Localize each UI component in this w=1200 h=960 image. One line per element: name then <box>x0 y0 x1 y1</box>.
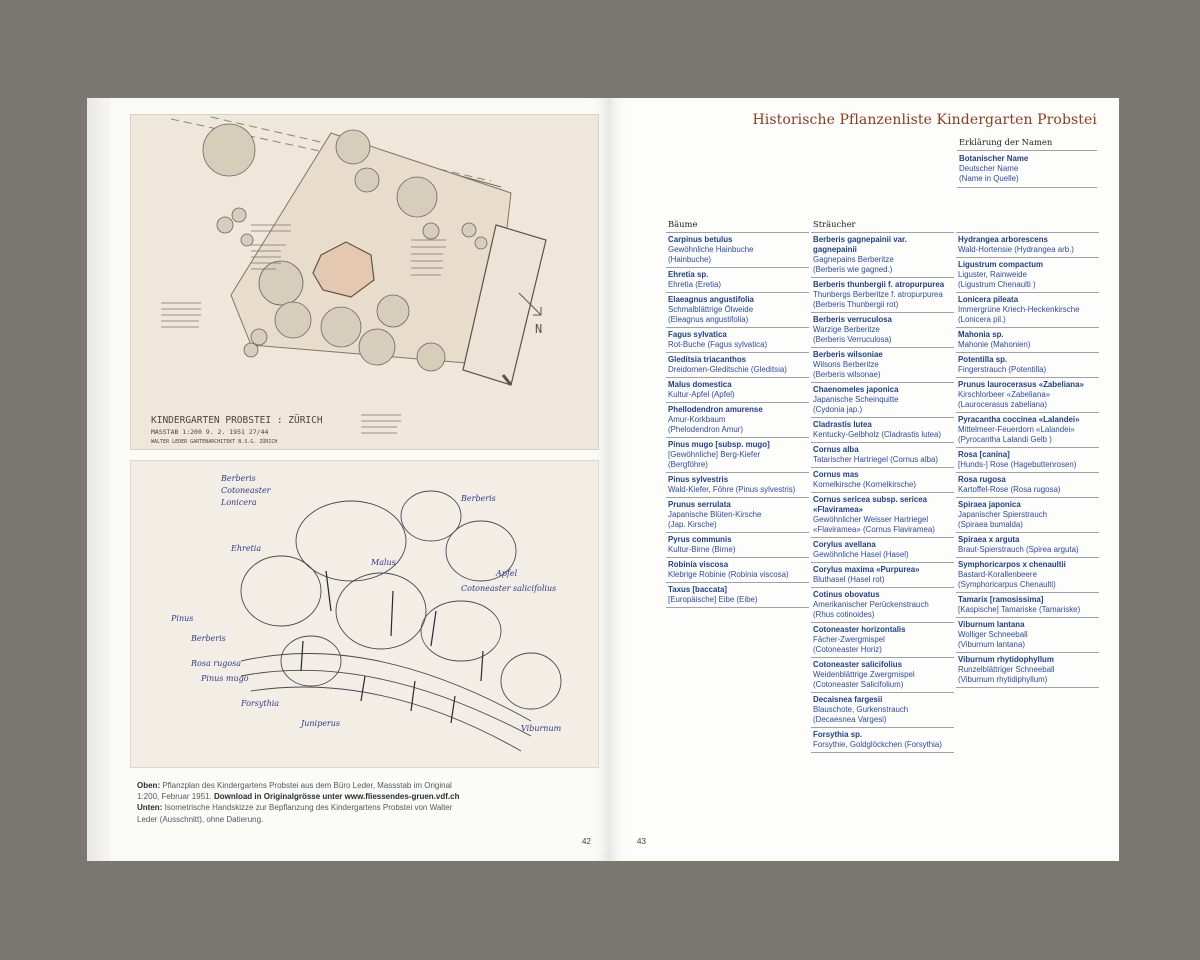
botanical-name: Cladrastis lutea <box>813 420 872 429</box>
svg-text:Ehretia: Ehretia <box>231 544 262 553</box>
hand-sketch-image <box>130 460 599 768</box>
svg-text:Berberis: Berberis <box>221 474 256 483</box>
legend-cell <box>957 151 1097 188</box>
german-name: Braut-Spierstrauch (Spirea arguta) <box>958 545 1079 554</box>
botanical-name: Pyrus communis <box>668 535 732 544</box>
botanical-name: Carpinus betulus <box>668 235 733 244</box>
botanical-name: Viburnum lantana <box>958 620 1025 629</box>
botanical-name: Chaenomeles japonica <box>813 385 899 394</box>
plant-entry <box>666 353 809 378</box>
german-name: Gewöhnliche Hasel (Hasel) <box>813 550 909 559</box>
plant-entry <box>956 498 1099 533</box>
botanical-name: Symphoricarpos x chenaultii <box>958 560 1066 569</box>
botanical-name: Berberis gagnepainii var. gagnepainii <box>813 235 907 254</box>
botanical-name: Potentilla sp. <box>958 355 1008 364</box>
plant-entry <box>811 443 954 468</box>
german-name: Immergrüne Kriech-Heckenkirsche <box>958 305 1080 314</box>
page-title: Historische Pflanzenliste Kindergarten Probstei <box>752 112 1097 128</box>
german-name: [Europäische] Eibe (Eibe) <box>668 595 758 604</box>
german-name: Schmalblättrige Ölweide <box>668 305 754 314</box>
source-name: (Cotoneaster Horiz) <box>813 645 882 654</box>
german-name: Kornelkirsche (Kornelkirsche) <box>813 480 917 489</box>
botanical-name: Lonicera pileata <box>958 295 1019 304</box>
german-name: Forsythie, Goldglöckchen (Forsythia) <box>813 740 942 749</box>
left-page <box>87 98 610 861</box>
source-name: (Berberis wie gagned.) <box>813 265 893 274</box>
german-name: Kirschlorbeer «Zabeliana» <box>958 390 1051 399</box>
german-name: Wald-Kiefer, Föhre (Pinus sylvestris) <box>668 485 796 494</box>
plant-entry <box>956 533 1099 558</box>
botanical-name: Viburnum rhytidophyllum <box>958 655 1054 664</box>
source-name: (Symphoricarpus Chenaulti) <box>958 580 1056 589</box>
caption-bottom-label: Unten: <box>137 803 163 813</box>
plan-architect-text: WALTER LEDER GARTENARCHITEKT B.S.G. ZÜRICH <box>151 439 278 445</box>
botanical-name: Berberis wilsoniae <box>813 350 883 359</box>
svg-text:Cotoneaster: Cotoneaster <box>221 486 271 495</box>
german-name: Kultur-Apfel (Apfel) <box>668 390 735 399</box>
german-name: Amur-Korkbaum <box>668 415 726 424</box>
source-name: (Pyrocantha Lalandi Gelb ) <box>958 435 1052 444</box>
svg-text:N: N <box>535 322 543 336</box>
svg-text:Rosa rugosa: Rosa rugosa <box>191 659 242 668</box>
plant-entry <box>811 728 954 753</box>
plant-entry <box>956 328 1099 353</box>
german-name: Dreidornen-Gleditschie (Gleditsia) <box>668 365 787 374</box>
botanical-name: Forsythia sp. <box>813 730 863 739</box>
botanical-name: Spiraea x arguta <box>958 535 1020 544</box>
botanical-name: Cotinus obovatus <box>813 590 880 599</box>
german-name: [Gewöhnliche] Berg-Kiefer <box>668 450 761 459</box>
botanical-name: Gleditsia triacanthos <box>668 355 747 364</box>
column-shrubs <box>811 219 954 753</box>
column-shrubs-continued <box>956 219 1099 688</box>
source-name: (Hainbuche) <box>668 255 711 264</box>
botanical-name: Phellodendron amurense <box>668 405 763 414</box>
plant-entry <box>811 493 954 538</box>
botanical-name: Cornus sericea subsp. sericea «Flaviramea» <box>813 495 928 514</box>
svg-text:Pinus: Pinus <box>171 614 194 623</box>
plant-entry <box>956 293 1099 328</box>
plant-entry <box>666 533 809 558</box>
plant-entry <box>956 653 1099 688</box>
plan-title-text: KINDERGARTEN PROBSTEI : ZÜRICH <box>151 415 323 426</box>
svg-text:Cotoneaster salicifolius: Cotoneaster salicifolius <box>461 584 557 593</box>
botanical-name: Tamarix [ramosissima] <box>958 595 1044 604</box>
plant-entry <box>956 353 1099 378</box>
botanical-name: Cotoneaster horizontalis <box>813 625 906 634</box>
plant-entry <box>956 593 1099 618</box>
german-name: Blauschote, Gurkenstrauch <box>813 705 909 714</box>
plant-entry <box>811 468 954 493</box>
botanical-name: Cotoneaster salicifolius <box>813 660 903 669</box>
german-name: Japanische Blüten-Kirsche <box>668 510 762 519</box>
caption-top-label: Oben: <box>137 781 161 790</box>
botanical-name: Malus domestica <box>668 380 732 389</box>
plant-entry <box>666 498 809 533</box>
svg-text:Apfel: Apfel <box>496 569 518 578</box>
german-name: Gewöhnlicher Weisser Hartriegel «Flaviramea» (Cornus Flaviramea) <box>813 515 935 534</box>
plan-scale-text: MASSTAB 1:200 9. 2. 1951 27/44 <box>151 428 269 436</box>
plant-entry <box>666 328 809 353</box>
page-number-right: 43 <box>637 837 646 846</box>
german-name: [Hunds-] Rose (Hagebuttenrosen) <box>958 460 1077 469</box>
botanical-name: Robinia viscosa <box>668 560 729 569</box>
german-name: Warzige Berberitze <box>813 325 880 334</box>
botanical-name: Pinus mugo [subsp. mugo] <box>668 440 770 449</box>
plant-entry <box>666 403 809 438</box>
plant-entry <box>811 383 954 418</box>
source-name: (Ligustrum Chenaulti ) <box>958 280 1036 289</box>
source-name: (Viburnum lantana) <box>958 640 1025 649</box>
source-name: (Eleagnus angustifolia) <box>668 315 749 324</box>
caption-download-text: Download in Originalgrösse unter www.fliessendes-gruen.vdf.ch <box>213 792 460 802</box>
source-name: (Cotoneaster Salicifolium) <box>813 680 904 689</box>
plant-entry <box>956 558 1099 593</box>
source-name: (Jap. Kirsche) <box>668 520 717 529</box>
plant-entry <box>666 378 809 403</box>
source-name: (Viburnum rhytidiphyllum) <box>958 675 1048 684</box>
german-name: Kentucky-Gelbholz (Cladrastis lutea) <box>813 430 942 439</box>
german-name: Kultur-Birne (Birne) <box>668 545 736 554</box>
german-name: Rot-Buche (Fagus sylvatica) <box>668 340 768 349</box>
german-name: Wald-Hortensie (Hydrangea arb.) <box>958 245 1074 254</box>
german-name: Tatarischer Hartriegel (Cornus alba) <box>813 455 938 464</box>
german-name: Gagnepains Berberitze <box>813 255 894 264</box>
botanical-name: Pyracantha coccinea «Lalandei» <box>958 415 1080 424</box>
source-name: (Phelodendron Amur) <box>668 425 744 434</box>
plant-entry <box>956 618 1099 653</box>
plant-entry <box>956 473 1099 498</box>
plant-entry <box>956 378 1099 413</box>
plant-entry <box>666 438 809 473</box>
right-page <box>610 98 1119 861</box>
botanical-name: Pinus sylvestris <box>668 475 729 484</box>
plant-entry <box>666 233 809 268</box>
german-name: Thunbergs Berberitze f. atropurpurea <box>813 290 943 299</box>
svg-text:Pinus mugo: Pinus mugo <box>201 674 249 683</box>
plant-entry <box>811 588 954 623</box>
source-name: (Cydonia jap.) <box>813 405 863 414</box>
source-name: (Lonicera pil.) <box>958 315 1006 324</box>
plant-entry <box>666 293 809 328</box>
plant-entry <box>811 278 954 313</box>
column-heading: Sträucher <box>811 219 954 233</box>
botanical-name: Mahonia sp. <box>958 330 1004 339</box>
svg-text:Viburnum: Viburnum <box>521 724 562 733</box>
german-name: Amerikanischer Perückenstrauch <box>813 600 929 609</box>
plant-entry <box>811 233 954 278</box>
source-name: (Berberis Thunbergii rot) <box>813 300 899 309</box>
book-spread <box>87 98 1119 861</box>
plant-entry <box>956 413 1099 448</box>
german-name: Wolliger Schneeball <box>958 630 1028 639</box>
german-name: Klebrige Robinie (Robinia viscosa) <box>668 570 789 579</box>
source-name: (Decaesnea Vargesi) <box>813 715 887 724</box>
plant-entry <box>811 418 954 443</box>
caption-top-text: Pflanzplan des Kindergartens Probstei aus dem Büro Leder, Massstab im Original 1:200, Februar 1951. <box>137 781 452 802</box>
german-name: Wilsons Berberitze <box>813 360 879 369</box>
german-name: Fingerstrauch (Potentilla) <box>958 365 1047 374</box>
planting-plan-image <box>130 114 599 450</box>
plant-entry <box>956 258 1099 293</box>
botanical-name: Hydrangea arborescens <box>958 235 1048 244</box>
german-name: Weidenblättrige Zwergmispel <box>813 670 915 679</box>
source-name: (Bergföhre) <box>668 460 708 469</box>
botanical-name: Fagus sylvatica <box>668 330 727 339</box>
botanical-name: Rosa rugosa <box>958 475 1006 484</box>
plant-entry <box>811 693 954 728</box>
plant-entry <box>811 563 954 588</box>
german-name: Gewöhnliche Hainbuche <box>668 245 754 254</box>
column-heading <box>956 219 1099 233</box>
botanical-name: Elaeagnus angustifolia <box>668 295 754 304</box>
svg-text:Forsythia: Forsythia <box>241 699 280 708</box>
botanical-name: Ehretia sp. <box>668 270 709 279</box>
names-legend <box>957 136 1097 188</box>
german-name: Japanische Scheinquitte <box>813 395 899 404</box>
plant-entry <box>811 658 954 693</box>
plant-entry <box>956 448 1099 473</box>
plant-entry <box>666 583 809 608</box>
svg-text:Berberis: Berberis <box>461 494 496 503</box>
botanical-name: Decaisnea fargesii <box>813 695 883 704</box>
plant-entry <box>666 473 809 498</box>
legend-heading: Erklärung der Namen <box>957 136 1097 151</box>
legend-source-name: (Name in Quelle) <box>959 174 1019 183</box>
german-name: Kartoffel-Rose (Rosa rugosa) <box>958 485 1061 494</box>
botanical-name: Rosa [canina] <box>958 450 1010 459</box>
german-name: Fächer-Zwergmispel <box>813 635 885 644</box>
plant-entry <box>811 623 954 658</box>
column-heading: Bäume <box>666 219 809 233</box>
botanical-name: Corylus avellana <box>813 540 876 549</box>
botanical-name: Prunus serrulata <box>668 500 731 509</box>
svg-text:Berberis: Berberis <box>191 634 226 643</box>
source-name: (Rhus cotinoides) <box>813 610 875 619</box>
source-name: (Berberis Verruculosa) <box>813 335 892 344</box>
source-name: (Berberis wilsonae) <box>813 370 881 379</box>
botanical-name: Prunus laurocerasus «Zabeliana» <box>958 380 1084 389</box>
legend-german-name: Deutscher Name <box>959 164 1019 173</box>
german-name: Liguster, Rainweide <box>958 270 1027 279</box>
page-number-left: 42 <box>582 837 591 846</box>
source-name: (Spiraea bumalda) <box>958 520 1023 529</box>
botanical-name: Berberis thunbergii f. atropurpurea <box>813 280 945 289</box>
german-name: Mittelmeer-Feuerdorn «Lalandei» <box>958 425 1075 434</box>
german-name: Ehretia (Eretia) <box>668 280 722 289</box>
german-name: Mahonie (Mahonien) <box>958 340 1031 349</box>
german-name: Japanischer Spierstrauch <box>958 510 1048 519</box>
legend-botanical-name: Botanischer Name <box>959 154 1029 163</box>
german-name: Runzelblättriger Schneeball <box>958 665 1055 674</box>
plant-entry <box>666 268 809 293</box>
caption-bottom-text: Isometrische Handskizze zur Bepflanzung des Kindergartens Probstei von Walter Leder (Ausschnitt), ohne Datierung. <box>137 803 453 824</box>
german-name: [Kaspische] Tamariske (Tamariske) <box>958 605 1081 614</box>
source-name: (Laurocerasus zabeliana) <box>958 400 1048 409</box>
german-name: Bluthasel (Hasel rot) <box>813 575 885 584</box>
plant-entry <box>666 558 809 583</box>
botanical-name: Ligustrum compactum <box>958 260 1044 269</box>
plant-entry <box>811 348 954 383</box>
svg-text:Malus: Malus <box>371 558 396 567</box>
column-trees <box>666 219 809 608</box>
svg-text:Juniperus: Juniperus <box>301 719 341 728</box>
page-edge <box>87 98 111 861</box>
botanical-name: Cornus mas <box>813 470 859 479</box>
botanical-name: Taxus [baccata] <box>668 585 728 594</box>
plant-entry <box>956 233 1099 258</box>
botanical-name: Corylus maxima «Purpurea» <box>813 565 920 574</box>
botanical-name: Cornus alba <box>813 445 859 454</box>
plant-entry <box>811 313 954 348</box>
plant-entry <box>811 538 954 563</box>
svg-text:Lonicera: Lonicera <box>221 498 257 507</box>
german-name: Bastard-Korallenbeere <box>958 570 1037 579</box>
botanical-name: Berberis verruculosa <box>813 315 892 324</box>
botanical-name: Spiraea japonica <box>958 500 1021 509</box>
figure-caption <box>137 780 467 825</box>
